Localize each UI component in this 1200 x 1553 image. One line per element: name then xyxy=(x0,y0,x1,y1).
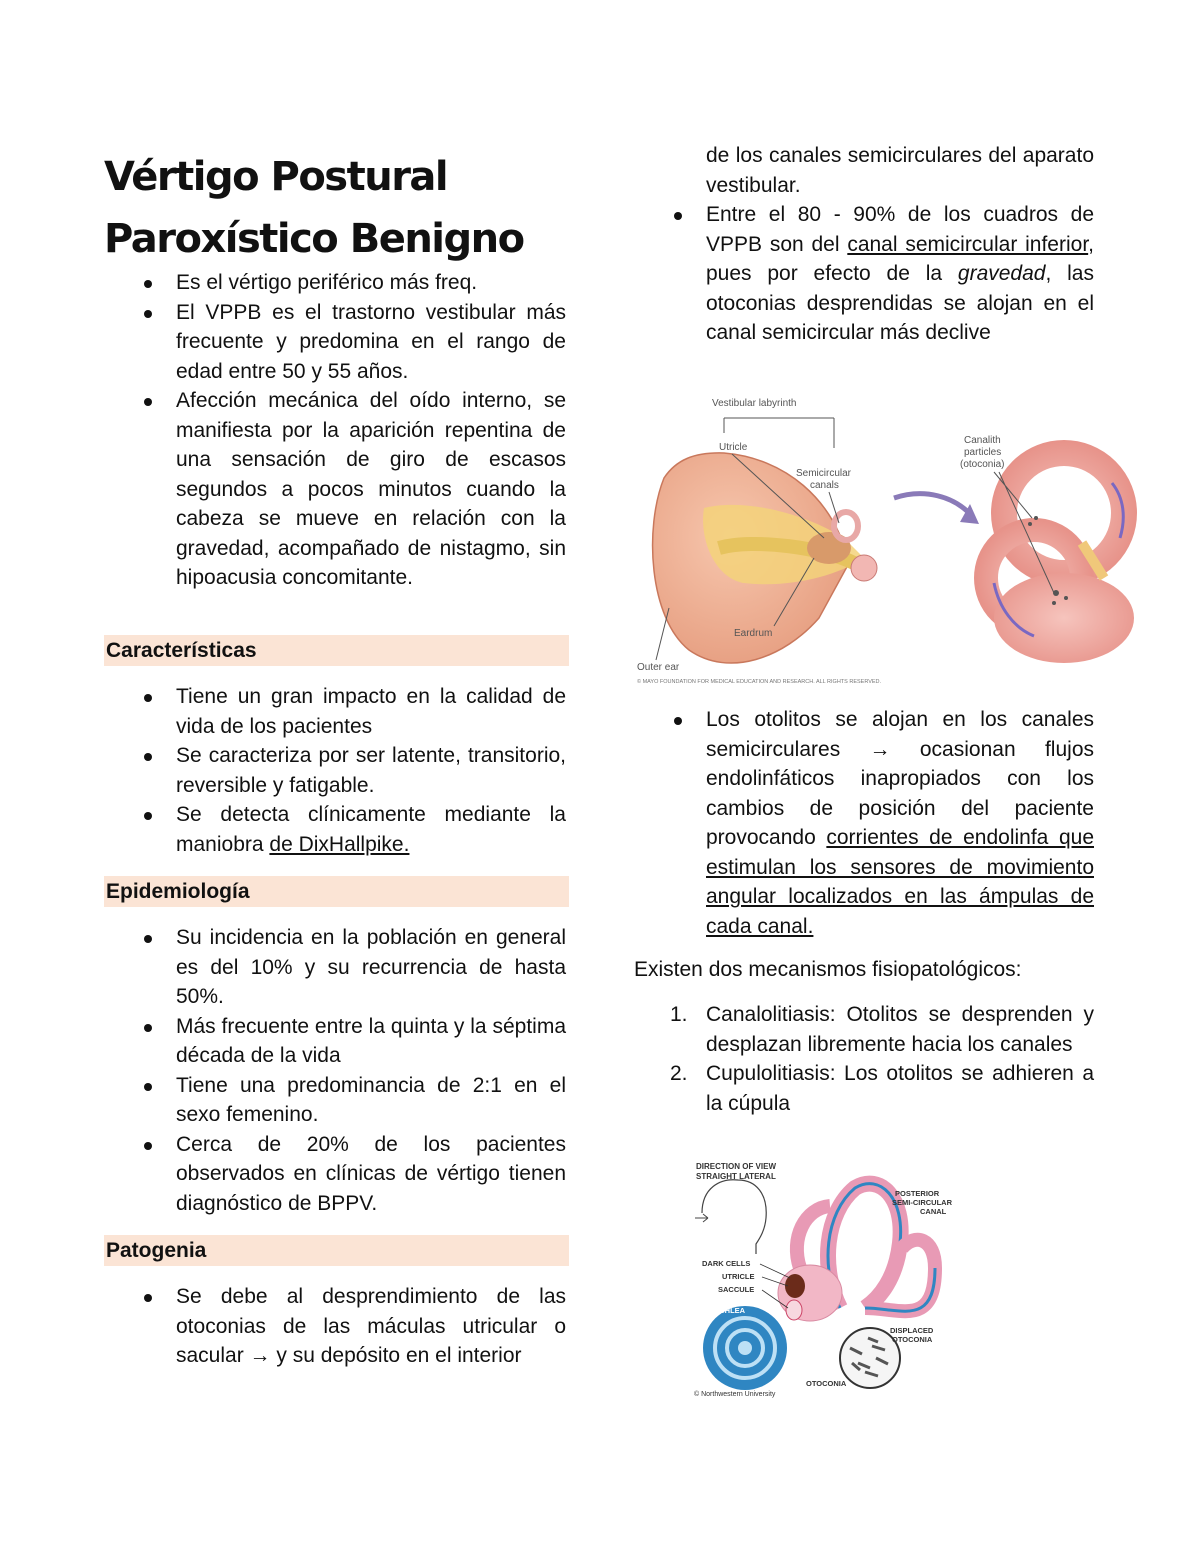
section-heading-epidemiologia: Epidemiología xyxy=(104,876,569,907)
dixhallpike-link[interactable]: de DixHallpike. xyxy=(269,832,410,856)
epidemiologia-list xyxy=(104,923,566,1218)
label-cochlea: COCHLEA xyxy=(708,1306,746,1315)
list-item: Tiene una predominancia de 2:1 en el sexo femenino. xyxy=(104,1071,566,1130)
mecanismos-list xyxy=(634,1000,1094,1118)
mecanismos-intro: Existen dos mecanismos fisiopatológicos: xyxy=(634,958,1022,981)
list-number: 1. xyxy=(670,1003,688,1026)
list-item: Cerca de 20% de los pacientes observados en clínicas de vértigo tienen diagnóstico de BPPV. xyxy=(104,1130,566,1219)
endolinfa-link[interactable]: corrientes de endolinfa que estimulan los sensores de movimiento angular localizados en las ámpulas de cada canal. xyxy=(706,826,1094,938)
list-item xyxy=(634,200,1094,348)
figure2-credit: © Northwestern University xyxy=(694,1391,776,1398)
section-heading-patogenia: Patogenia xyxy=(104,1235,569,1266)
list-item: Más frecuente entre la quinta y la séptima década de la vida xyxy=(104,1012,566,1071)
list-item xyxy=(104,800,566,859)
list-item: Es el vértigo periférico más freq. xyxy=(104,268,566,298)
otoconia-magnified xyxy=(840,1328,900,1388)
b2-post: , las otoconias desprendidas se alojan en el canal semicircular más declive xyxy=(706,262,1094,344)
label-posterior-1: POSTERIOR xyxy=(895,1189,940,1198)
label-particles: particles xyxy=(964,447,1002,458)
semicircular-small xyxy=(834,512,858,540)
label-semicircular: Semicircular xyxy=(796,468,852,479)
label-vestibular: Vestibular labyrinth xyxy=(712,398,797,409)
list-item xyxy=(634,1059,1094,1118)
figure1-credit: © MAYO FOUNDATION FOR MEDICAL EDUCATION AND RESEARCH. ALL RIGHTS RESERVED. xyxy=(637,679,882,685)
title-line-2: Paroxístico Benigno xyxy=(104,216,524,262)
list-item xyxy=(634,705,1094,941)
label-utricle: Utricle xyxy=(719,442,748,453)
label-outer-ear: Outer ear xyxy=(637,662,680,673)
list-item: Se caracteriza por ser latente, transitorio, reversible y fatigable. xyxy=(104,741,566,800)
b2-pre: Entre el 80 - 90% de los cuadros de VPPB son del xyxy=(706,203,1094,256)
gravedad-text: gravedad xyxy=(957,262,1046,285)
labyrinth-body xyxy=(994,573,1134,663)
ear-anatomy-figure xyxy=(634,388,1144,688)
label-otoconia: OTOCONIA xyxy=(806,1379,847,1388)
title-line-1: Vértigo Postural xyxy=(104,154,448,200)
label-displaced-1: DISPLACED xyxy=(890,1326,934,1335)
caracteristicas-list xyxy=(104,682,566,859)
label-eardrum: Eardrum xyxy=(734,628,773,639)
label-otoconia: (otoconia) xyxy=(960,459,1005,470)
patogenia-continuation: de los canales semicirculares del aparato vestibular. xyxy=(706,144,1094,197)
list-item: El VPPB es el trastorno vestibular más frecuente y predomina en el rango de edad entre 50 y 55 años. xyxy=(104,298,566,387)
label-saccule: SACCULE xyxy=(718,1285,755,1294)
label-canals: canals xyxy=(810,480,839,491)
label-direction-1: DIRECTION OF VIEW xyxy=(696,1162,776,1171)
label-posterior-2: SEMI-CIRCULAR xyxy=(892,1198,952,1207)
head-outline xyxy=(702,1180,766,1254)
dixhallpike-text: Se detecta clínicamente mediante la maniobra xyxy=(176,803,566,856)
patogenia-list xyxy=(104,1282,566,1371)
label-dark-cells: DARK CELLS xyxy=(702,1259,751,1268)
inner-ear-figure xyxy=(690,1158,960,1398)
list-text: Canalolitiasis: Otolitos se desprenden y desplazan libremente hacia los canales xyxy=(706,1003,1094,1056)
label-displaced-2: OTOCONIA xyxy=(892,1335,933,1344)
list-item: Su incidencia en la población en general es del 10% y su recurrencia de hasta 50%. xyxy=(104,923,566,1012)
label-utricle: UTRICLE xyxy=(722,1272,755,1281)
list-item xyxy=(634,1000,1094,1059)
list-text: Cupulolitiasis: Los otolitos se adhieren a la cúpula xyxy=(706,1062,1094,1115)
b2-mid: , pues por efecto de la xyxy=(706,232,1094,285)
page-title xyxy=(104,146,574,270)
intro-list xyxy=(104,268,566,593)
patogenia-list-2 xyxy=(634,200,1094,348)
cochlea-small xyxy=(851,555,877,581)
label-canalith: Canalith xyxy=(964,435,1001,446)
section-heading-caracteristicas: Características xyxy=(104,635,569,666)
label-posterior-3: CANAL xyxy=(920,1207,947,1216)
otolitos-list xyxy=(634,705,1094,941)
list-number: 2. xyxy=(670,1062,688,1085)
canal-link[interactable]: canal semicircular inferior xyxy=(847,232,1089,256)
otolitos-text: Los otolitos se alojan en los canales semicirculares → ocasionan flujos endolinfáticos inapropiados con los cambios de posición del paciente provocando xyxy=(706,708,1094,849)
arrow-icon xyxy=(894,494,972,516)
label-direction-2: STRAIGHT LATERAL xyxy=(696,1172,776,1181)
list-item: Tiene un gran impacto en la calidad de vida de los pacientes xyxy=(104,682,566,741)
list-item: Afección mecánica del oído interno, se manifiesta por la aparición repentina de una sensación de giro de escasos segundos a pocos minutos cuando la cabeza se mueve en relación con la gravedad, acompañado de nistagmo, sin hipoacusia concomitante. xyxy=(104,386,566,593)
list-item: Se debe al desprendimiento de las otoconias de las máculas utricular o sacular → y su depósito en el interior xyxy=(104,1282,566,1371)
